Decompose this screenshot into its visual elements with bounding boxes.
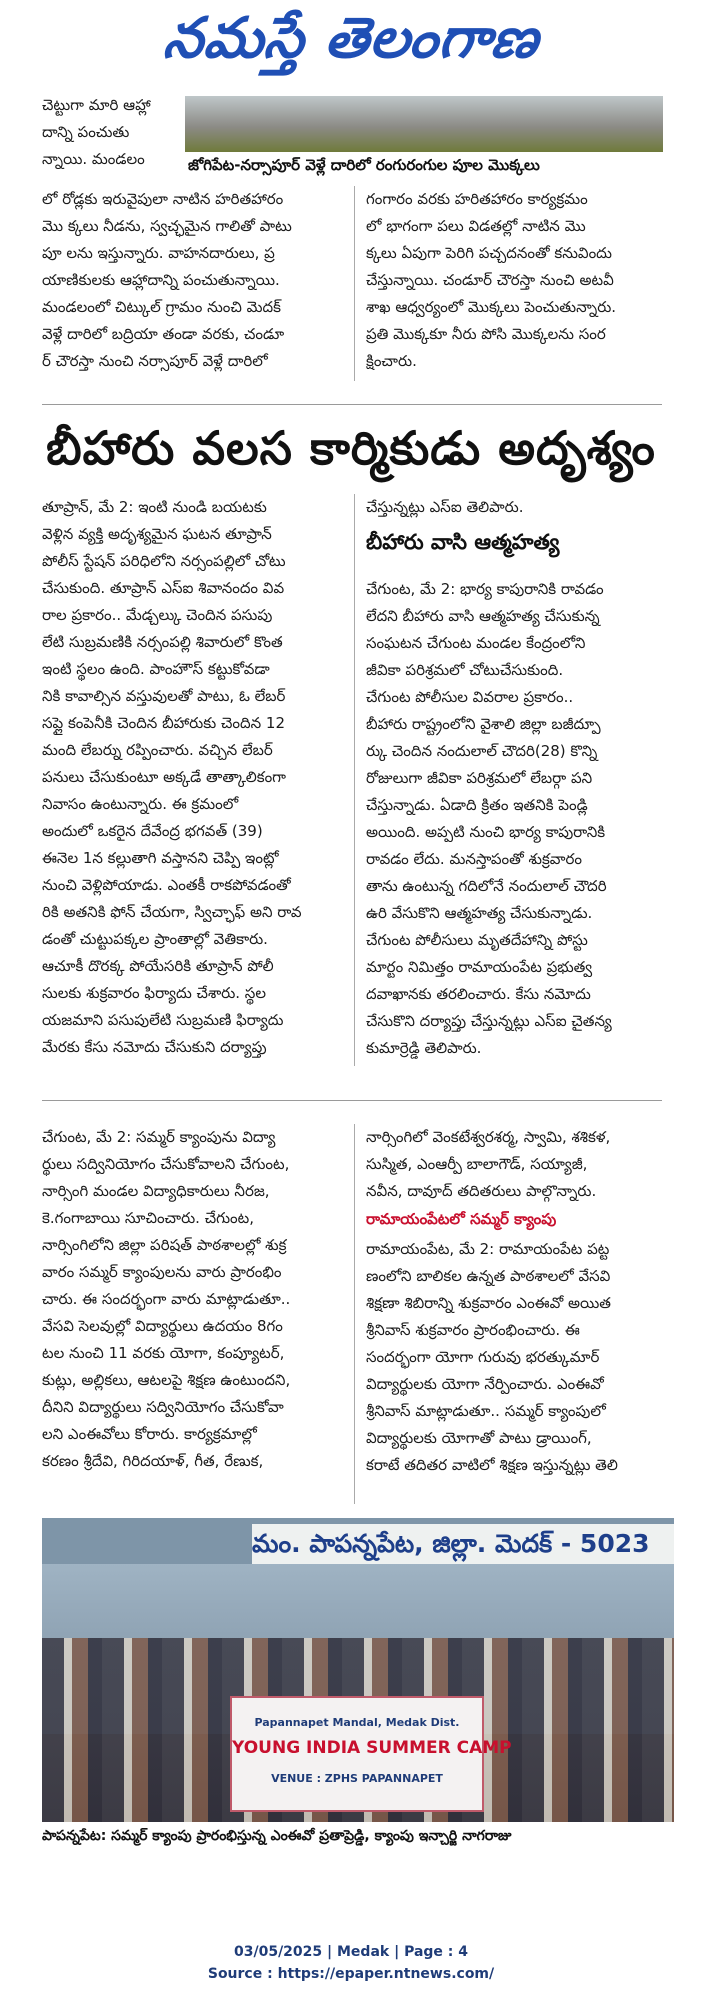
text-line: చేగుంట, మే 2: సమ్మర్ క్యాంపును విద్యా xyxy=(42,1128,276,1146)
text-line: దీనిని విద్యార్థులు సద్వినియోగం చేసుకోవా xyxy=(42,1398,284,1416)
text-line: చేస్తున్నాయి. చండూర్ చౌరస్తా నుంచి అటవీ xyxy=(366,271,614,289)
text-line: శాఖ ఆధ్వర్యంలో మొక్కలు పెంచుతున్నారు. xyxy=(366,298,617,316)
text-line: విద్యార్థులకు యోగాతో పాటు డ్రాయింగ్, xyxy=(366,1429,592,1447)
text-line: అందులో ఒకరైన దేవేంద్ర భగవత్ (39) xyxy=(42,822,263,840)
text-line: కుట్లు, అల్లికలు, ఆటలపై శిక్షణ ఉంటుందని, xyxy=(42,1371,291,1389)
summer-camp-photo xyxy=(42,1518,674,1822)
text-line: యజమాని పసుపులేటి సుబ్రమణి ఫిర్యాదు xyxy=(42,1011,284,1029)
text-line: పోలీస్ స్టేషన్ పరిధిలోని నర్సంపల్లిలో చోటు xyxy=(42,552,286,570)
text-line: యాణికులకు ఆహ్లాదాన్ని పంచుతున్నాయి. xyxy=(42,271,280,289)
text-line: క్కలు ఏపుగా పెరిగి పచ్చదనంతో కనువిందు xyxy=(366,244,612,262)
text-line: టల నుంచి 11 వరకు యోగా, కంప్యూటర్, xyxy=(42,1344,285,1362)
text-line: మంది లేబర్ను రప్పించారు. వచ్చిన లేబర్ xyxy=(42,741,273,759)
text-line: దవాఖానకు తరలించారు. కేసు నమోదు xyxy=(366,985,591,1003)
masthead xyxy=(0,0,702,78)
banner-line: VENUE : ZPHS PAPANNAPET xyxy=(271,1772,443,1785)
story3-col-right xyxy=(366,1236,666,1479)
text-line: చేగుంట, మే 2: భార్య కాపురానికి రావడం xyxy=(366,580,604,598)
story1-col-left-top xyxy=(42,92,180,173)
column-divider xyxy=(354,1124,355,1504)
text-line: నవీన, దావూద్ తదితరులు పాల్గొన్నారు. xyxy=(366,1182,597,1200)
text-line: శ్రీనివాస్ మాట్లాడుతూ.. సమ్మర్ క్యాంపులో xyxy=(366,1402,606,1420)
story2-headline: బీహారు వలస కార్మికుడు అదృశ్యం xyxy=(46,421,656,475)
banner-line: YOUNG INDIA SUMMER CAMP xyxy=(232,1738,512,1758)
column-divider xyxy=(354,186,355,381)
text-line: గంగారం వరకు హరితహారం కార్యక్రమం xyxy=(366,190,588,208)
text-line: ణంలోని బాలికల ఉన్నత పాఠశాలలో వేసవి xyxy=(366,1267,611,1285)
text-line: తూప్రాన్, మే 2: ఇంటి నుండి బయటకు xyxy=(42,498,267,516)
text-line: రికి అతనికి ఫోన్ చేయగా, స్విచ్ఛాఫ్ అని రావ xyxy=(42,903,302,921)
text-line: రాల ప్రకారం.. మేడ్చల్కు చెందిన పసుపు xyxy=(42,606,273,624)
text-line: కుమార్రెడ్డి తెలిపారు. xyxy=(366,1039,482,1057)
text-line: వారం సమ్మర్ క్యాంపులను వారు ప్రారంభిం xyxy=(42,1263,282,1281)
text-line: రామాయంపేట, మే 2: రామాయంపేట పట్ట xyxy=(366,1240,610,1258)
text-line: చేసుకొని దర్యాప్తు చేస్తున్నట్లు ఎస్ఐ చైతన్య xyxy=(366,1012,612,1030)
text-line: రావడం లేదు. మనస్తాపంతో శుక్రవారం xyxy=(366,850,583,868)
section-divider xyxy=(42,404,662,405)
text-line: సుస్మిత, ఎంఆర్పీ బాలాగౌడ్, సయ్యాజీ, xyxy=(366,1155,588,1173)
text-line: సంఘటన చేగుంట మండల కేంద్రంలోని xyxy=(366,634,586,652)
section-divider xyxy=(42,1100,662,1101)
text-line: చేసుకుంది. తూప్రాన్ ఎస్ఐ శివానందం వివ xyxy=(42,579,285,597)
text-line: కె.గంగాబాయి సూచించారు. చేగుంట, xyxy=(42,1209,255,1227)
masthead-title: నమస్తే తెలంగాణ xyxy=(160,6,542,71)
banner-line: Papannapet Mandal, Medak Dist. xyxy=(254,1716,460,1729)
text-line: చెట్టుగా మారి ఆహ్లా xyxy=(42,96,151,114)
text-line: ఉరి వేసుకొని ఆత్మహత్య చేసుకున్నాడు. xyxy=(366,904,593,922)
text-line: వేసవి సెలవుల్లో విద్యార్థులు ఉదయం 8గం xyxy=(42,1317,283,1335)
text-line: నివాసం ఉంటున్నారు. ఈ క్రమంలో xyxy=(42,795,239,813)
text-line: విద్యార్థులకు యోగా నేర్పించారు. ఎంఈవో xyxy=(366,1375,604,1393)
text-line: న్నాయి. మండలం xyxy=(42,150,145,168)
text-line: నుంచి వెళ్లిపోయాడు. ఎంతకీ రాకపోవడంతో xyxy=(42,876,291,894)
story1-col-left xyxy=(42,186,342,375)
text-line: కరణం శ్రీదేవి, గిరిదయాళ్, గీత, రేణుక, xyxy=(42,1452,264,1470)
text-line: నార్సింగిలోని జిల్లా పరిషత్ పాఠశాలల్లో శుక్ర xyxy=(42,1236,287,1254)
text-line: డంతో చుట్టుపక్కల ప్రాంతాల్లో వెతికారు. xyxy=(42,930,268,948)
text-line: చేగుంట పోలీసులు మృతదేహాన్ని పోస్టు xyxy=(366,931,588,949)
text-line: ర్ చౌరస్తా నుంచి నర్సాపూర్ వెళ్లే దారిలో xyxy=(42,352,268,370)
story3-col-left xyxy=(42,1124,342,1475)
text-line: నార్సింగిలో వెంకటేశ్వరశర్మ, స్వామి, శశికళ, xyxy=(366,1128,611,1146)
text-line: కరాటే తదితర వాటిలో శిక్షణ ఇస్తున్నట్లు తెలి xyxy=(366,1456,618,1474)
text-line: మండలంలో చిట్కుల్ గ్రామం నుంచి మెదక్ xyxy=(42,298,281,316)
text-line: శిక్షణా శిబిరాన్ని శుక్రవారం ఎంఈవో అయిత xyxy=(366,1294,611,1312)
text-line: పనులు చేసుకుంటూ అక్కడే తాత్కాలికంగా xyxy=(42,768,286,786)
text-line: లో భాగంగా పలు విడతల్లో నాటిన మొ xyxy=(366,217,586,235)
text-line: మార్టం నిమిత్తం రామాయంపేట ప్రభుత్వ xyxy=(366,958,593,976)
text-line: ఆచూకీ దొరక్క పోయేసరికి తూప్రాన్ పోలీ xyxy=(42,957,274,975)
text-line: ఇంటి స్థలం ఉంది. పాంహౌస్ కట్టుకోవడా xyxy=(42,660,270,678)
building-sign: మం. పాపన్నపేట, జిల్లా. మెదక్ - 5023 xyxy=(252,1524,674,1564)
story2-col-right-top: చేస్తున్నట్లు ఎస్ఐ తెలిపారు. xyxy=(366,498,524,516)
text-line: రోజులుగా జీవికా పరిశ్రమలో లేబర్గా పని xyxy=(366,769,593,787)
text-line: సందర్భంగా యోగా గురువు భరత్కుమార్ xyxy=(366,1348,600,1366)
story2-subhead: బీహారు వాసి ఆత్మహత్య xyxy=(366,530,560,554)
text-line: మొ క్కలు నీడను, స్వచ్ఛమైన గాలితో పాటు xyxy=(42,217,292,235)
text-line: లని ఎంఈవోలు కోరారు. కార్యక్రమాల్లో xyxy=(42,1425,257,1443)
camp-banner xyxy=(230,1696,512,1812)
text-line: చేగుంట పోలీసుల వివరాల ప్రకారం.. xyxy=(366,688,574,706)
story1-col-right xyxy=(366,186,666,375)
footer-source[interactable]: Source : https://epaper.ntnews.com/ xyxy=(207,1966,495,1982)
story3-subhead: రామాయంపేటలో సమ్మర్ క్యాంపు xyxy=(366,1210,557,1228)
text-line: జీవికా పరిశ్రమలో చోటుచేసుకుంది. xyxy=(366,661,564,679)
text-line: వెళ్లిన వ్యక్తి అదృశ్యమైన ఘటన తూప్రాన్ xyxy=(42,525,272,543)
text-line: చారు. ఈ సందర్భంగా వారు మాట్లాడుతూ.. xyxy=(42,1290,291,1308)
text-line: నికి కావాల్సిన వస్తువులతో పాటు, ఓ లేబర్ xyxy=(42,687,286,705)
column-divider xyxy=(354,494,355,1066)
text-line: ప్రతి మొక్కకూ నీరు పోసి మొక్కలను సంర xyxy=(366,325,606,343)
text-line: శ్రీనివాస్ శుక్రవారం ప్రారంభించారు. ఈ xyxy=(366,1321,580,1339)
text-line: దాన్ని పంచుతు xyxy=(42,123,130,141)
text-line: ర్థులు సద్వినియోగం చేసుకోవాలని చేగుంట, xyxy=(42,1155,290,1173)
text-line: వెళ్లే దారిలో బద్రియా తండా వరకు, చండూ xyxy=(42,325,285,343)
text-line: క్షించారు. xyxy=(366,352,417,370)
text-line: సులకు శుక్రవారం ఫిర్యాదు చేశారు. స్థల xyxy=(42,984,266,1002)
text-line: సప్లై కంపెనీకి చెందిన బీహారుకు చెందిన 12 xyxy=(42,714,285,732)
story2-col-left xyxy=(42,494,342,1061)
story1-photo xyxy=(185,96,663,152)
summer-camp-caption: పాపన్నపేట: సమ్మర్ క్యాంపు ప్రారంభిస్తున్న ఎంఈవో ప్రతాప్రెడ్డి, క్యాంపు ఇన్చార్జి నాగరాజు xyxy=(42,1828,512,1844)
text-line: ఈనెల 1న కల్లుతాగి వస్తానని చెప్పి ఇంట్లో xyxy=(42,849,279,867)
story2-col-right xyxy=(366,576,666,1062)
text-line: లో రోడ్లకు ఇరువైపులా నాటిన హరితహారం xyxy=(42,190,284,208)
text-line: నార్సింగి మండల విద్యాధికారులు నీరజ, xyxy=(42,1182,270,1200)
text-line: పూ లను ఇస్తున్నారు. వాహనదారులు, ప్ర xyxy=(42,244,275,262)
text-line: మేరకు కేసు నమోదు చేసుకుని దర్యాప్తు xyxy=(42,1038,267,1056)
text-line: లేటి సుబ్రమణికి నర్సంపల్లి శివారులో కొంత xyxy=(42,633,283,651)
story3-col-right-top xyxy=(366,1124,666,1205)
story1-photo-caption: జోగిపేట-నర్సాపూర్ వెళ్లే దారిలో రంగురంగుల పూల మొక్కలు xyxy=(188,156,540,174)
text-line: ర్కు చెందిన నందులాల్ చౌదరి(28) కొన్ని xyxy=(366,742,598,760)
text-line: లేదని బీహారు వాసి ఆత్మహత్య చేసుకున్న xyxy=(366,607,600,625)
text-line: చేస్తున్నాడు. ఏడాది క్రితం ఇతనికి పెండ్లి xyxy=(366,796,588,814)
text-line: బీహారు రాష్ట్రంలోని వైశాలి జిల్లా బజీద్పూ xyxy=(366,715,601,733)
text-line: అయింది. అప్పటి నుంచి భార్య కాపురానికి xyxy=(366,823,606,841)
footer-meta: 03/05/2025 | Medak | Page : 4 xyxy=(233,1944,469,1960)
text-line: తాను ఉంటున్న గదిలోనే నందులాల్ చౌదరి xyxy=(366,877,607,895)
